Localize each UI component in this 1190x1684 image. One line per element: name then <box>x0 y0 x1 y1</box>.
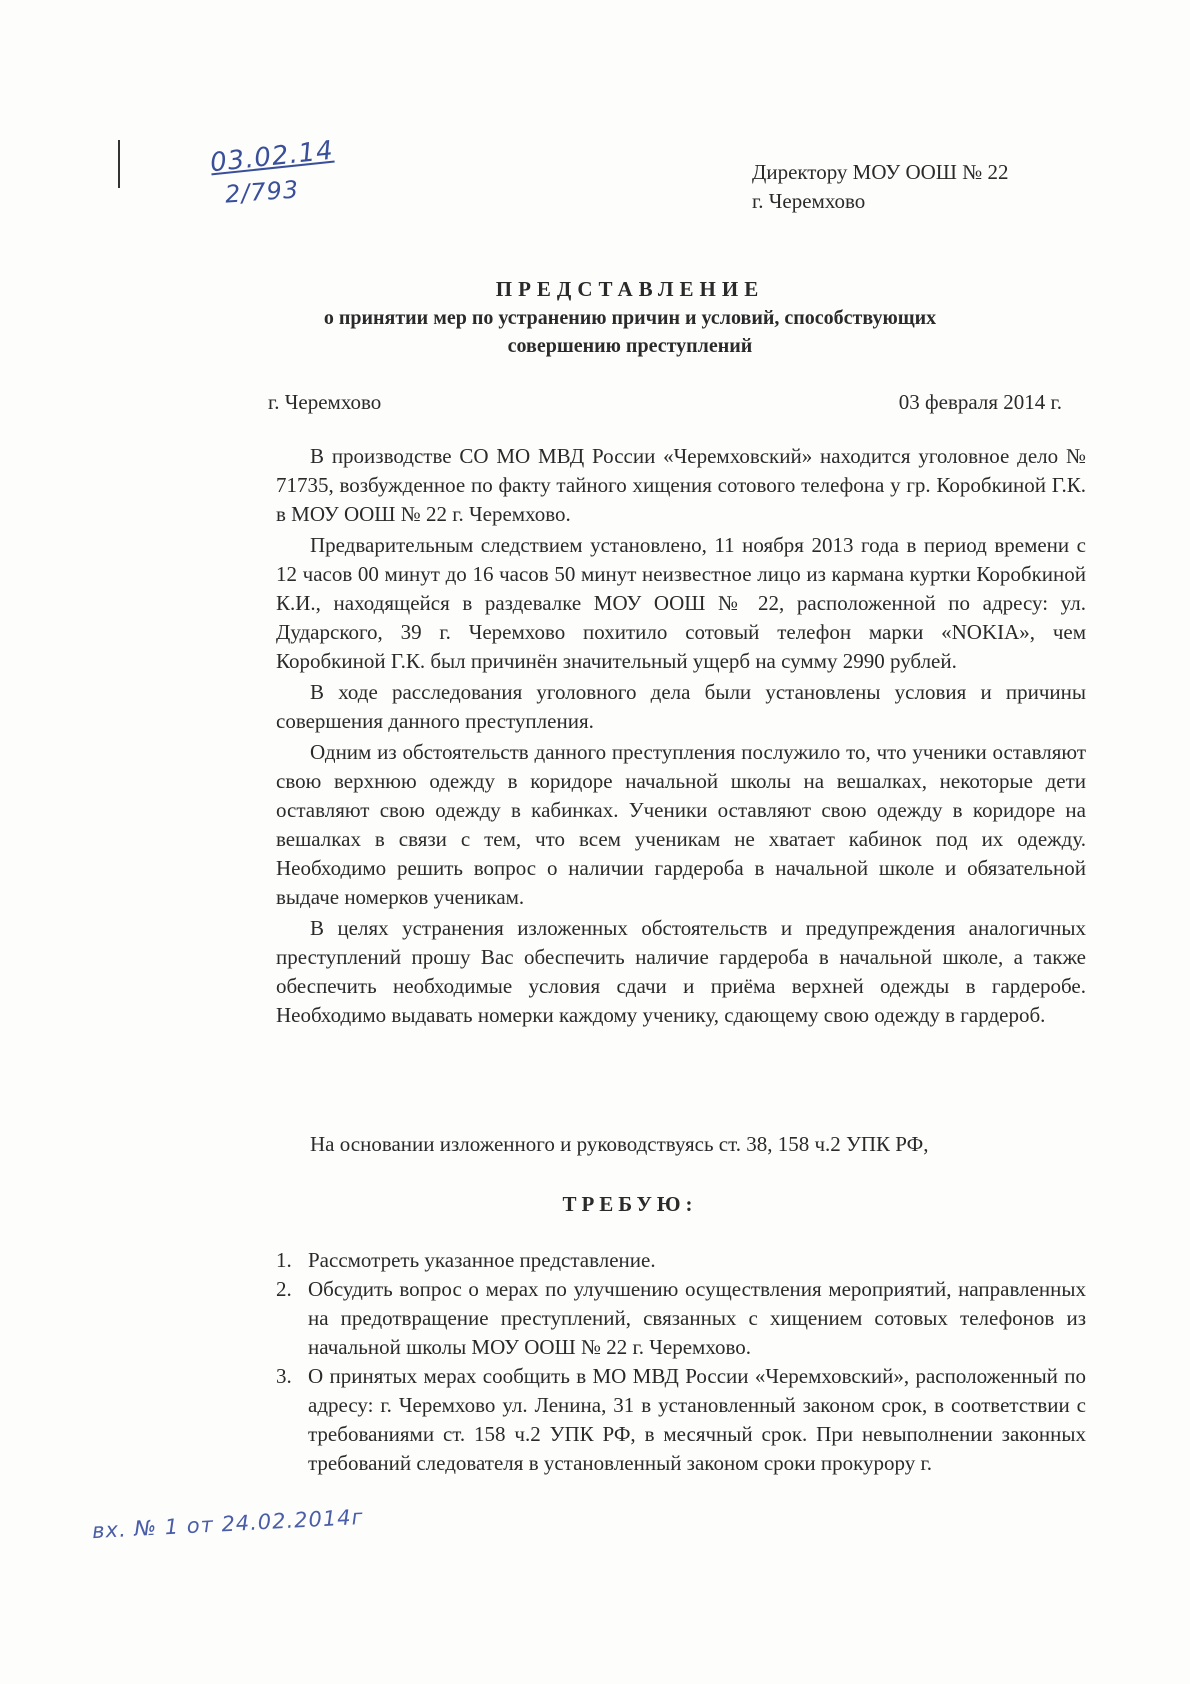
addressee-recipient: Директору МОУ ООШ № 22 <box>752 160 1009 184</box>
handwritten-incoming-note: вх. № 1 от 24.02.2014г <box>91 1504 365 1544</box>
document-title: ПРЕДСТАВЛЕНИЕ <box>495 277 765 301</box>
document-title-block <box>200 274 1060 360</box>
handwritten-registration-date: 03.02.14 <box>208 135 336 179</box>
demand-text: О принятых мерах сообщить в МО МВД России «Черемховский», расположенный по адресу: г. Черемхово ул. Ленина, 31 в установленный законом срок, в соответствии с требованиями ст. 158 ч.2 УПК РФ, в месячный срок. При невыполнении законных требований следователя в установленный законом сроки прокурору г. <box>308 1364 1086 1475</box>
addressee-city: г. Черемхово <box>752 189 866 213</box>
body-paragraph: Одним из обстоятельств данного преступления послужило то, что ученики оставляют свою верхнюю одежду в коридоре начальной школы на вешалках, некоторые дети оставляют свою одежду в кабинках. Ученики оставляют свою одежду в коридоре на вешалках в связи с тем, что всем ученикам не хватает кабинок под их одежду. Необходимо решить вопрос о наличии гардероба в начальной школе и обязательной выдаче номерков ученикам. <box>276 740 1086 909</box>
document-subtitle-line-2: совершению преступлений <box>507 335 753 357</box>
demand-text: Рассмотреть указанное представление. <box>308 1248 656 1272</box>
document-date: 03 февраля 2014 г. <box>898 390 1062 414</box>
document-subtitle-line-1: о принятии мер по устранению причин и условий, способствующих <box>323 307 937 329</box>
demand-number: 2. <box>276 1277 292 1301</box>
body-paragraph: В производстве СО МО МВД России «Черемховский» находится уголовное дело № 71735, возбужденное по факту тайного хищения сотового телефона у гр. Коробкиной Г.К. в МОУ ООШ № 22 г. Черемхово. <box>276 444 1086 526</box>
demand-text: Обсудить вопрос о мерах по улучшению осуществления мероприятий, направленных на предотвращение преступлений, связанных с хищением сотовых телефонов из начальной школы МОУ ООШ № 22 г. Черемхово. <box>308 1277 1086 1359</box>
demand-number: 3. <box>276 1364 292 1388</box>
demands-list <box>276 1246 1086 1478</box>
addressee-block <box>752 158 1009 216</box>
body-paragraph: Предварительным следствием установлено, 11 ноября 2013 года в период времени с 12 часов 00 минут до 16 часов 50 минут неизвестное лицо из кармана куртки Коробкиной К.И., находящейся в раздевалке МОУ ООШ № 22, расположенной по адресу: ул. Дударского, 39 г. Черемхово похитило сотовый телефон марки «NOKIA», чем Коробкиной Г.К. был причинён значительный ущерб на сумму 2990 рублей. <box>276 533 1086 673</box>
legal-basis: На основании изложенного и руководствуясь ст. 38, 158 ч.2 УПК РФ, <box>310 1132 929 1156</box>
place-date-row <box>268 390 1062 415</box>
document-body <box>276 442 1086 1032</box>
scan-margin-mark <box>118 140 120 188</box>
body-paragraph: В ходе расследования уголовного дела были установлены условия и причины совершения данного преступления. <box>276 680 1086 733</box>
demand-item <box>276 1246 1086 1275</box>
handwritten-registration-number: 2/793 <box>224 175 301 209</box>
document-place: г. Черемхово <box>268 390 382 414</box>
demand-heading: ТРЕБУЮ: <box>562 1192 698 1216</box>
demand-item <box>276 1362 1086 1478</box>
demand-number: 1. <box>276 1248 292 1272</box>
demand-item <box>276 1275 1086 1362</box>
body-paragraph: В целях устранения изложенных обстоятельств и предупреждения аналогичных преступлений прошу Вас обеспечить наличие гардероба в начальной школе, а также обеспечить необходимые условия сдачи и приёма верхней одежды в гардеробе. Необходимо выдавать номерки каждому ученику, сдающему свою одежду в гардероб. <box>276 916 1086 1027</box>
